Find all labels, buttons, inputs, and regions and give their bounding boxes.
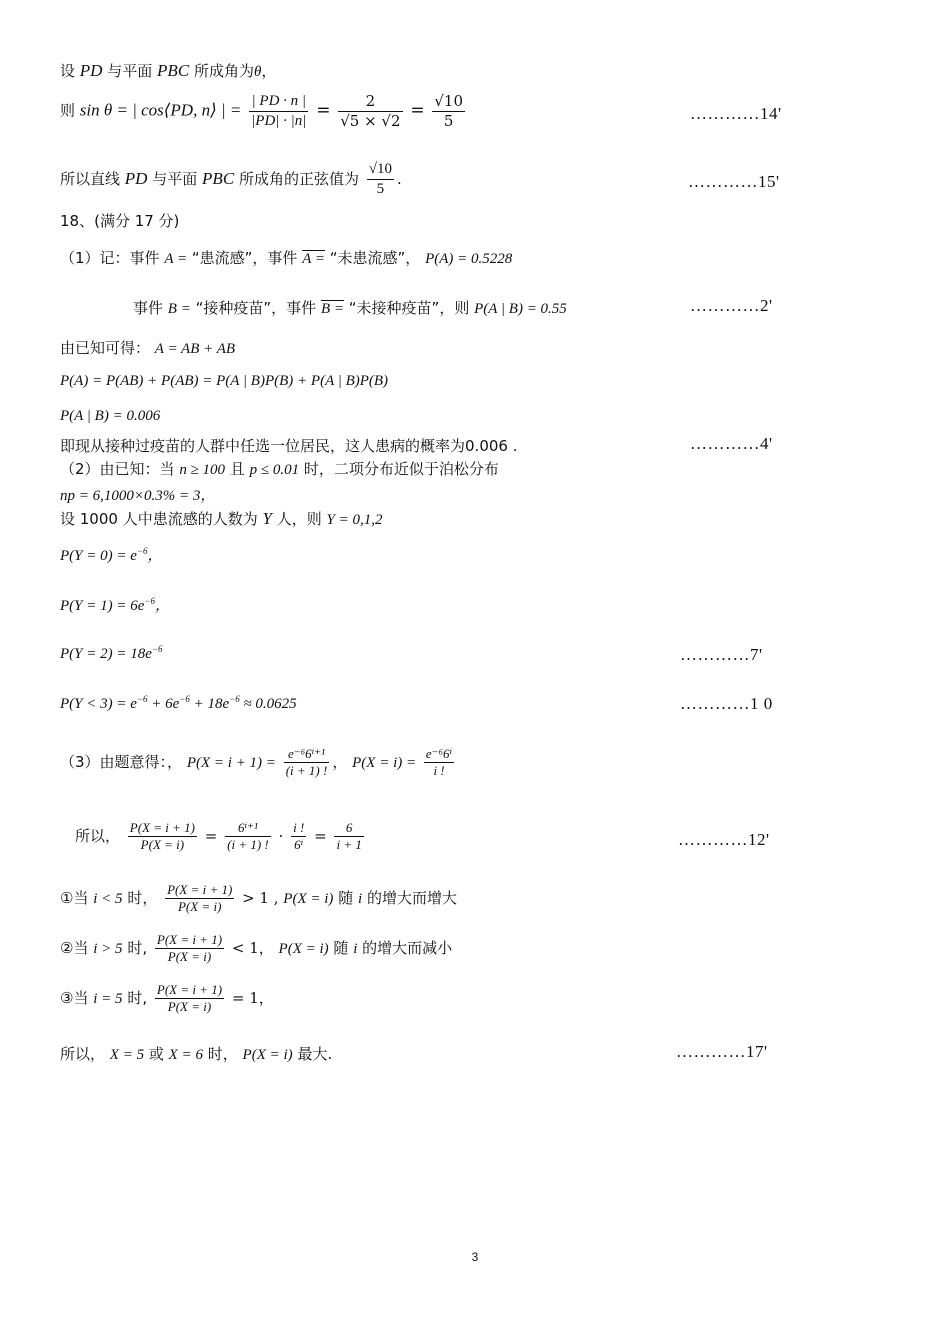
conclusion-line: 所以， X = 5 或 X = 6 时， P(X = i) 最大.	[60, 1045, 333, 1063]
fraction: $\frac{\text{e⁻⁶6ⁱ}}{i !}$	[425, 746, 453, 779]
score-mark: …………2'	[690, 296, 773, 315]
fraction: $\frac{√10}{5}$	[368, 161, 392, 197]
fraction: $\frac{2}{√5 \times √2}$	[340, 92, 401, 130]
case-line: ②当 i > 5 时, $\frac{P(X = i + 1)}{P(X = i)}$ < 1， P(X = i) 随 i 的增大而减小	[60, 932, 453, 965]
fraction: $\frac{6}{i + 1}$	[336, 820, 362, 853]
formula-line: $P(Y = 0) = e^{-6}$，	[60, 546, 163, 564]
fraction: $\frac{| PD \cdot n |}{|PD| \cdot |n|}$	[251, 93, 307, 129]
formula-line: P(A) = P(AB) + P(AB) = P(A | B)P(B) + P(A | B)P(B)	[60, 373, 389, 389]
score-mark: …………15'	[688, 172, 780, 191]
text-line: 设 1000 人中患流感的人数为 Y 人，则 Y = 0,1,2	[60, 509, 383, 528]
score-mark: …………1 0	[680, 694, 773, 713]
case-line: ③当 i = 5 时, $\frac{P(X = i + 1)}{P(X = i)}$ = 1，	[60, 982, 274, 1015]
score-mark: …………12'	[678, 830, 770, 849]
fraction: $\frac{i !}{\text{6ⁱ}}$	[293, 820, 305, 853]
page-number: 3	[471, 1250, 479, 1264]
text-line: 即现从接种过疫苗的人群中任选一位居民，这人患病的概率为0.006 .	[60, 437, 518, 455]
fraction: $\frac{P(X = i + 1)}{P(X = i)}$	[156, 932, 223, 965]
text-line: 所以直线 PD 与平面 PBC 所成角的正弦值为 $\frac{√10}{5}$ .	[60, 161, 402, 197]
case-line: ①当 i < 5 时， $\frac{P(X = i + 1)}{P(X = i)}$ > 1 , P(X = i) 随 i 的增大而增大	[60, 882, 457, 915]
formula-line: $P(Y < 3) = e^{-6} + 6e^{-6} + 18e^{-6} \approx 0.0625$	[60, 694, 297, 712]
fraction: $\frac{\text{e⁻⁶6ⁱ⁺¹}}{(i + 1) !}$	[285, 746, 328, 779]
text-line: （1）记：事件 A = “患流感”，事件 A = “未患流感”， P(A) = 0.5228	[60, 249, 513, 267]
formula-line: np = 6,1000×0.3% = 3，	[60, 488, 216, 504]
formula-line: $P(Y = 2) = 18e^{-6}$	[60, 644, 163, 662]
fraction: $\frac{P(X = i + 1)}{P(X = i)}$	[167, 882, 233, 915]
question-heading: 18、(满分 17 分)	[60, 212, 180, 230]
fraction: $\frac{P(X = i + 1)}{P(X = i)}$	[156, 982, 223, 1015]
text-line: （2）由已知：当 n ≥ 100 且 p ≤ 0.01 时，二项分布近似于泊松分布	[60, 460, 499, 478]
fraction: $\frac{√10}{5}$	[434, 92, 463, 130]
text-line: 设 PD 与平面 PBC 所成角为θ，	[60, 61, 277, 80]
math-symbol: PD	[79, 61, 103, 80]
formula-line: $P(Y = 1) = 6e^{-6}$，	[60, 596, 170, 614]
text-line: 事件 B = “接种疫苗”，事件 B = “未接种疫苗”，则 P(A | B) = 0.55	[133, 299, 567, 317]
fraction: $\frac{P(X = i + 1)}{P(X = i)}$	[129, 820, 195, 853]
formula-line: 所以， $\frac{P(X = i + 1)}{P(X = i)}$ = $\frac{\text{6ⁱ⁺¹}}{(i + 1) !}$ · $\frac{i !}{\text{6ⁱ}}$ = $\frac{6}{i + 1}$	[75, 820, 362, 853]
formula-line: P(A | B) = 0.006	[60, 408, 161, 424]
score-mark: …………14'	[690, 104, 782, 123]
fraction: $\frac{\text{6ⁱ⁺¹}}{(i + 1) !}$	[227, 820, 269, 853]
score-mark: …………4'	[690, 434, 773, 453]
score-mark: …………7'	[680, 645, 763, 664]
formula-line: 则 sin θ = | cos⟨PD, n⟩ | = $\frac{| PD \cdot n |}{|PD| \cdot |n|}$ = $\frac{2}{√5 \times √2}$ = $\frac{√10}{5}$	[60, 92, 463, 130]
formula-line: （3）由题意得：， P(X = i + 1) = $\frac{\text{e⁻⁶6ⁱ⁺¹}}{(i + 1) !}$ ， P(X = i) = $\frac{\text{e⁻⁶6ⁱ}}{i !}$	[60, 746, 453, 779]
score-mark: …………17'	[676, 1042, 768, 1061]
text-line: 由已知可得： A = AB + AB	[60, 339, 236, 357]
math-symbol: PBC	[157, 61, 190, 80]
